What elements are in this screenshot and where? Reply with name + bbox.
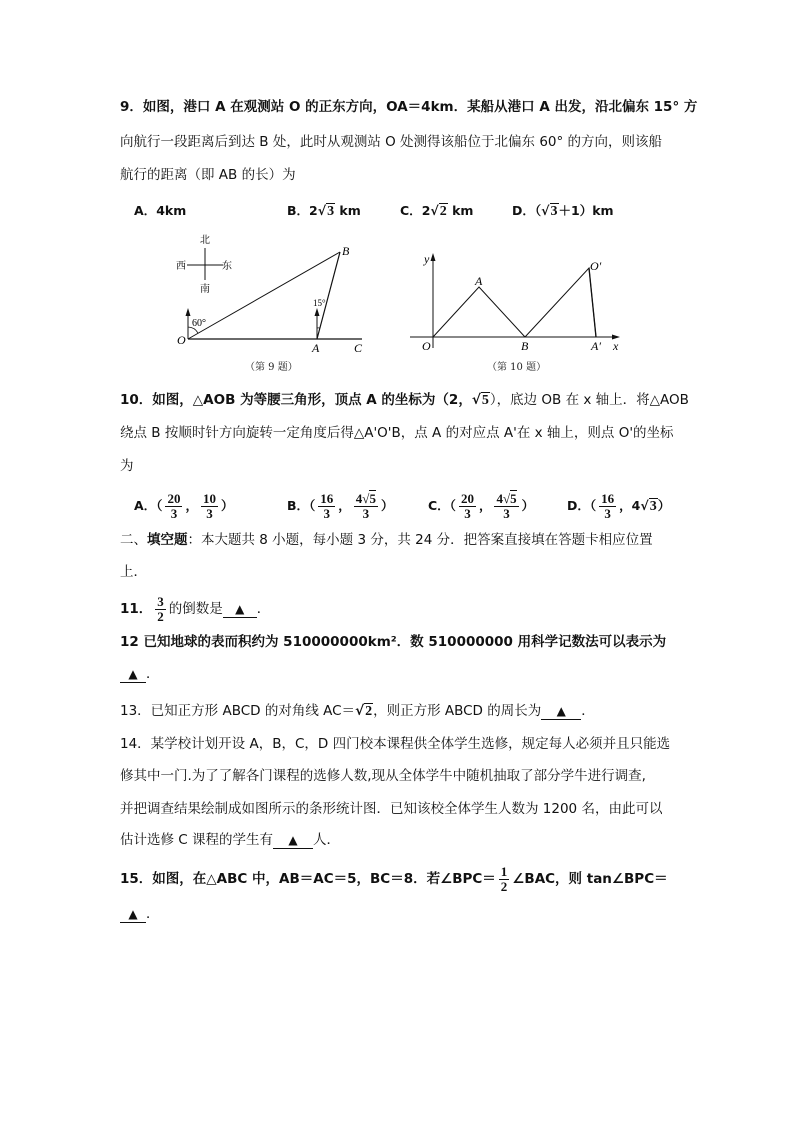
point-label-a: A	[475, 274, 483, 288]
q9-line-1: 9．如图，港口 A 在观测站 O 的正东方向，OA＝4km．某船从港口 A 出发，沿北偏东 15° 方	[120, 99, 698, 115]
sqrt-expression: √3	[640, 498, 657, 514]
q15-line-1: 15．如图，在△ABC 中，AB＝AC＝5，BC＝8．若∠BPC＝ $\frac{1}{2}$ ∠BAC，则 tan∠BPC＝	[120, 863, 668, 894]
fraction: $\frac{10}{3}$	[202, 491, 216, 521]
q10-line-3: 为	[120, 458, 134, 474]
figure-q9	[165, 228, 375, 358]
fraction: $\frac{4√5}{3}$	[355, 491, 376, 521]
fraction: $\frac{4√5}{3}$	[496, 491, 517, 521]
answer-blank: ▲	[223, 601, 257, 618]
axis-label-y: y	[424, 252, 430, 266]
q9-option-c: C．2√2 km	[400, 201, 473, 222]
q10-option-a: A．（ $\frac{20}{3}$ ， $\frac{10}{3}$ ）	[134, 491, 234, 521]
sqrt-expression: √2	[355, 703, 373, 719]
answer-blank: ▲	[273, 832, 313, 849]
q14-line-1: 14．某学校计划开设 A，B，C，D 四门校本课程供全体学生选修，规定每人必须并且只能选	[120, 736, 671, 752]
sqrt-expression: √3	[317, 203, 335, 219]
section-2-header: 二、填空题：本大题共 8 小题，每小题 3 分，共 24 分．把答案直接填在答题卡相应位置	[120, 532, 653, 548]
q13: 13．已知正方形 ABCD 的对角线 AC＝√2，则正方形 ABCD 的周长为 ▲ ．	[120, 701, 595, 722]
q15-line-2: ▲ ．	[120, 904, 160, 924]
q9-option-a: A．4km	[134, 203, 187, 218]
compass-south: 南	[200, 284, 210, 295]
fraction: $\frac{16}{3}$	[601, 491, 615, 521]
figure-caption-q10: （第 10 题）	[487, 362, 547, 373]
point-label-o: O	[422, 339, 431, 353]
q14-line-2: 修其中一门.为了了解各门课程的选修人数,现从全体学牛中随机抽取了部分学牛进行调查,	[120, 768, 646, 784]
q10-line-1: 10．如图，△AOB 为等腰三角形，顶点 A 的坐标为（2，√5），底边 OB 在 x 轴上．将△AOB	[120, 390, 689, 411]
compass-west: 西	[176, 261, 186, 272]
figure-caption-q9: （第 9 题）	[245, 362, 298, 373]
answer-blank: ▲	[120, 666, 146, 683]
section-2-line-2: 上．	[120, 564, 147, 580]
q10-option-c: C．（ $\frac{20}{3}$ ， $\frac{4√5}{3}$ ）	[428, 491, 535, 521]
q10-line-2: 绕点 B 按顺时针方向旋转一定角度后得△A'O'B，点 A 的对应点 A'在 x 轴上，则点 O'的坐标	[120, 425, 674, 441]
angle-label-60: 60°	[192, 318, 206, 329]
figure-q10	[400, 245, 630, 360]
q10-option-b: B．（ $\frac{16}{3}$ ， $\frac{4√5}{3}$ ）	[287, 491, 394, 521]
point-label-c: C	[354, 341, 363, 355]
sqrt-expression: √5	[471, 392, 489, 408]
q12-line-1: 12 已知地球的表而积约为 510000000km²．数 510000000 用科学记数法可以表示为	[120, 634, 667, 650]
point-label-b: B	[342, 244, 350, 258]
q14-line-3: 并把调查结果绘制成如图所示的条形统计图．已知该校全体学生人数为 1200 名，由此可以	[120, 801, 663, 817]
point-label-a-prime: A′	[591, 339, 601, 353]
axis-label-x: x	[613, 339, 619, 353]
point-label-o: O	[177, 333, 186, 347]
point-label-b: B	[521, 339, 529, 353]
answer-blank: ▲	[120, 906, 146, 923]
q11: 11． $\frac{3}{2}$ 的倒数是 ▲ ．	[120, 593, 271, 624]
compass-north: 北	[200, 235, 210, 246]
fraction: $\frac{16}{3}$	[320, 491, 334, 521]
q12-line-2: ▲ ．	[120, 664, 160, 684]
q9-option-d: D．（√3＋1）km	[512, 201, 614, 222]
point-label-o-prime: O′	[590, 259, 602, 273]
answer-blank: ▲	[541, 703, 581, 720]
angle-label-15: 15°	[313, 298, 326, 308]
q9-option-b: B．2√3 km	[287, 201, 361, 222]
fraction: $\frac{1}{2}$	[500, 863, 508, 894]
point-label-a: A	[312, 341, 320, 355]
sqrt-expression: √2	[430, 203, 447, 219]
q9-line-3: 航行的距离（即 AB 的长）为	[120, 167, 296, 183]
q14-line-4: 估计选修 C 课程的学生有 ▲ 人．	[120, 832, 341, 848]
fraction: $\frac{20}{3}$	[460, 491, 474, 521]
fraction: $\frac{20}{3}$	[167, 491, 181, 521]
fraction: $\frac{3}{2}$	[157, 593, 164, 624]
q10-option-d: D．（ $\frac{16}{3}$ ，4√3）	[567, 491, 671, 521]
section-title: 填空题	[147, 532, 188, 548]
sqrt-expression: √3	[541, 203, 558, 219]
q9-line-2: 向航行一段距离后到达 B 处，此时从观测站 O 处测得该船位于北偏东 60° 的方向，则该船	[120, 134, 663, 150]
compass-east: 东	[222, 261, 232, 272]
